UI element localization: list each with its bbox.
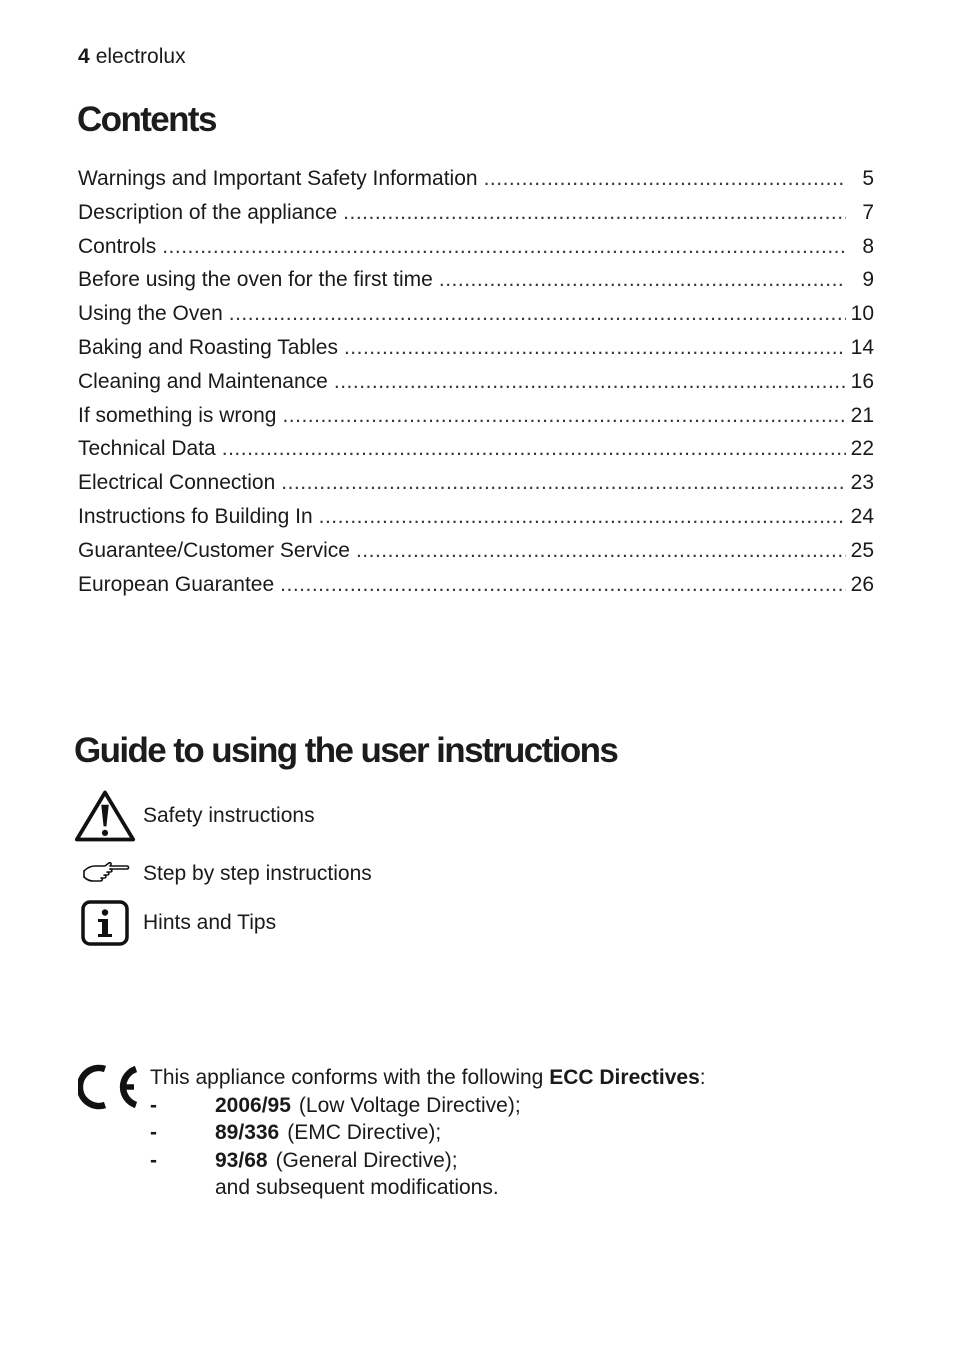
directive-code: 93/68 [215,1148,268,1172]
toc-entry[interactable] [78,534,874,568]
toc-entry-title: Technical Data [78,437,216,461]
directive-item: - 93/68 (General Directive); [150,1147,870,1175]
toc-entry-title: Warnings and Important Safety Information [78,167,478,190]
toc-entry-page: 8 [862,234,874,258]
toc-entry-page: 14 [850,335,874,359]
legend-item-safety [74,788,315,844]
toc-leader-dots [356,534,846,568]
guide-title: Guide to using the user instructions [74,731,618,770]
toc-entry[interactable] [78,466,874,500]
toc-leader-dots [280,568,846,602]
directive-desc: (Low Voltage Directive); [298,1093,521,1117]
directive-item: - 2006/95 (Low Voltage Directive); [150,1092,870,1120]
toc-entry[interactable] [78,263,874,297]
toc-entry[interactable] [78,432,874,466]
page-number: 4 [78,45,90,68]
legend-label: Step by step instructions [143,862,372,885]
toc-entry-title: Description of the appliance [78,200,338,224]
toc-entry[interactable] [78,162,874,196]
directive-code: 2006/95 [215,1093,291,1117]
toc-entry[interactable] [78,500,874,534]
toc-entry-page: 7 [862,200,874,224]
conformity-intro: This appliance conforms with the following ECC Directives: [150,1066,706,1089]
toc-entry-page: 24 [850,504,874,528]
toc-leader-dots [343,196,846,230]
warning-triangle-icon [74,788,136,844]
toc-entry-title: Before using the oven for the first time [78,268,433,292]
toc-entry-page: 21 [850,403,874,427]
conformity-text [150,1064,870,1202]
directive-code: 89/336 [215,1121,280,1144]
page-header [78,44,186,70]
legend-item-step [74,856,372,892]
pointing-hand-icon [74,859,136,889]
ce-mark-icon [78,1064,140,1115]
toc-entry-title: Instructions fo Building In [78,504,313,528]
toc-entry[interactable] [78,297,874,331]
toc-entry-title: Controls [78,234,157,258]
toc-entry-page: 25 [850,538,874,562]
toc-entry-title: Baking and Roasting Tables [78,335,338,359]
contents-title: Contents [77,100,216,139]
toc-entry-title: Cleaning and Maintenance [78,369,328,393]
toc-entry-title: European Guarantee [78,572,275,596]
toc-entry-page: 26 [850,572,874,596]
directive-item: - 89/336 (EMC Directive); [150,1119,870,1147]
toc-entry-page: 16 [850,369,874,393]
toc-leader-dots [439,263,846,297]
directive-desc: (General Directive); [275,1148,458,1172]
toc-leader-dots [344,331,846,365]
toc-entry-page: 23 [850,471,874,495]
toc-leader-dots [222,432,846,466]
toc-entry-title: Guarantee/Customer Service [78,538,350,562]
toc-leader-dots [281,466,846,500]
toc-leader-dots [334,365,846,399]
toc-leader-dots [229,297,846,331]
toc-leader-dots [484,162,846,196]
toc-entry[interactable] [78,365,874,399]
legend-item-hints [74,898,276,948]
ecc-directives-label: ECC Directives [549,1066,700,1089]
toc-leader-dots [162,230,846,264]
toc-entry[interactable] [78,399,874,433]
legend-label: Hints and Tips [143,911,277,934]
toc-leader-dots [319,500,846,534]
toc-entry-page: 9 [862,268,874,292]
info-icon [74,899,136,947]
toc-entry-page: 10 [850,302,874,326]
conformity-closing: and subsequent modifications. [215,1176,499,1199]
table-of-contents [78,162,874,601]
toc-entry[interactable] [78,568,874,602]
toc-entry[interactable] [78,230,874,264]
toc-entry[interactable] [78,331,874,365]
toc-entry-page: 5 [862,167,874,190]
toc-leader-dots [282,399,846,433]
toc-entry-title: Using the Oven [78,302,223,326]
toc-entry-page: 22 [850,437,874,461]
toc-entry-title: Electrical Connection [78,471,276,495]
toc-entry-title: If something is wrong [78,403,277,427]
legend-label: Safety instructions [143,804,315,827]
brand-name: electrolux [95,45,186,68]
toc-entry[interactable] [78,196,874,230]
directive-desc: (EMC Directive); [287,1121,442,1144]
